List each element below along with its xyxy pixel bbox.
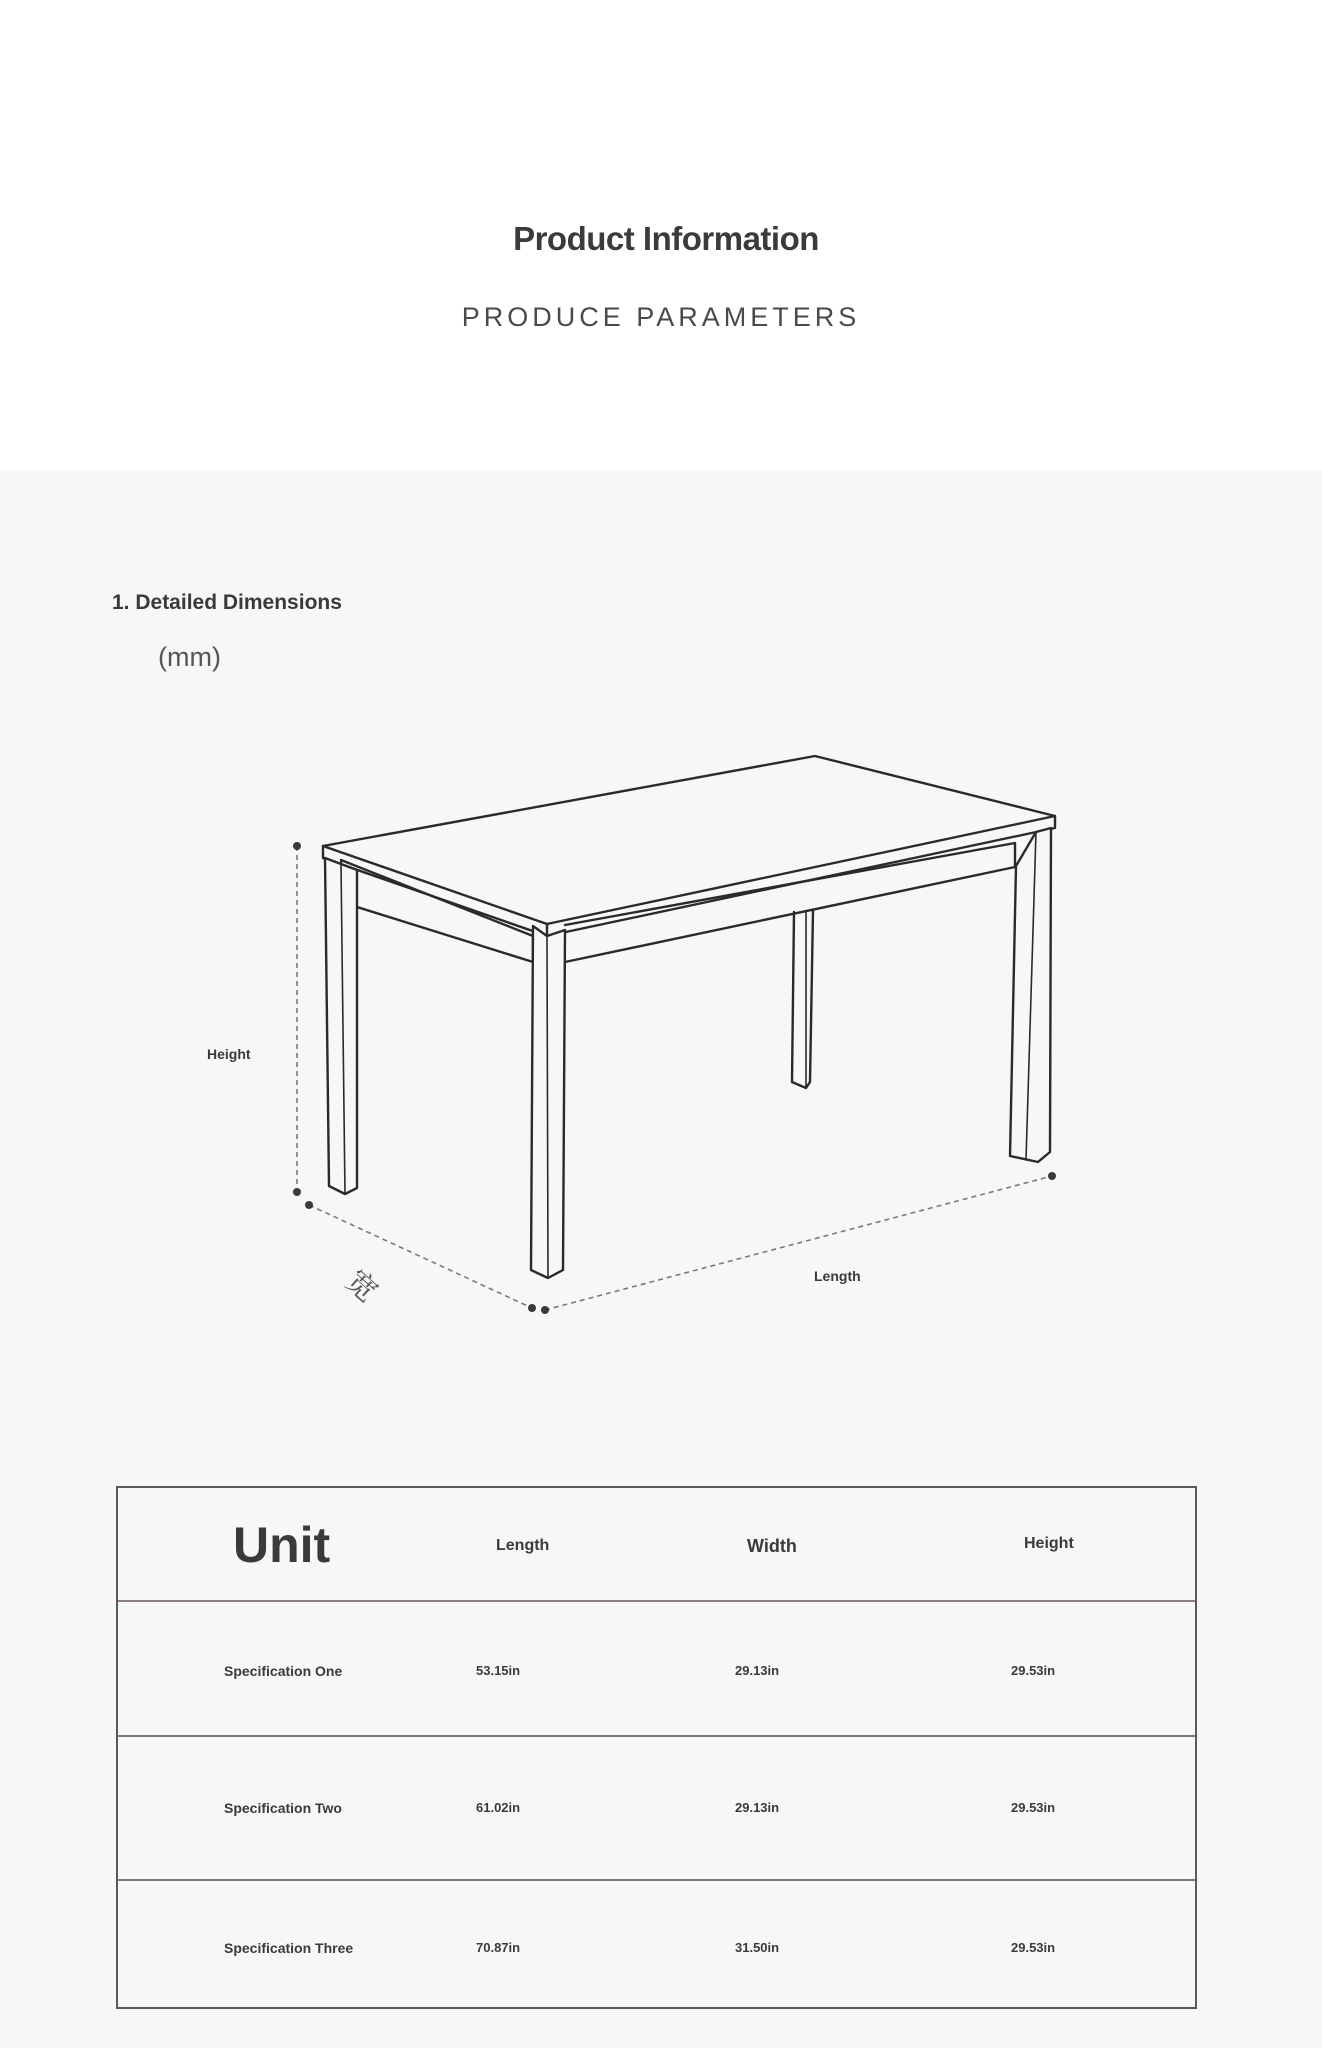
height-value: 29.53in xyxy=(1011,1940,1056,1955)
height-dimension-label: Height xyxy=(207,1046,251,1062)
height-value: 29.53in xyxy=(1011,1800,1056,1815)
width-dimension-label: 宽 xyxy=(339,1264,384,1309)
spec-table xyxy=(116,1486,1197,2009)
width-value: 29.13in xyxy=(735,1800,780,1815)
table-header-row xyxy=(118,1488,1195,1602)
spec-name: Specification One xyxy=(224,1663,343,1679)
table-row xyxy=(118,1737,1195,1881)
length-value: 70.87in xyxy=(476,1940,521,1955)
spec-name: Specification Two xyxy=(224,1800,342,1816)
length-value: 61.02in xyxy=(476,1800,521,1815)
unit-note: (mm) xyxy=(158,642,221,672)
spec-name: Specification Three xyxy=(224,1940,354,1956)
length-value: 53.15in xyxy=(476,1663,521,1678)
section-title: 1. Detailed Dimensions xyxy=(112,591,342,614)
unit-header: Unit xyxy=(233,1517,331,1573)
table-top xyxy=(323,756,1055,924)
length-dimension-label: Length xyxy=(814,1268,861,1284)
width-value: 31.50in xyxy=(735,1940,780,1955)
column-header-width: Width xyxy=(747,1536,797,1556)
column-header-height: Height xyxy=(1024,1535,1074,1552)
table-row xyxy=(118,1602,1195,1737)
width-value: 29.13in xyxy=(735,1663,780,1678)
table-row xyxy=(118,1881,1195,2009)
back-leg xyxy=(792,910,813,1088)
page-title: Product Information xyxy=(513,220,819,257)
height-value: 29.53in xyxy=(1011,1663,1056,1678)
page-subtitle: PRODUCE PARAMETERS xyxy=(461,302,861,332)
column-header-length: Length xyxy=(496,1537,550,1554)
